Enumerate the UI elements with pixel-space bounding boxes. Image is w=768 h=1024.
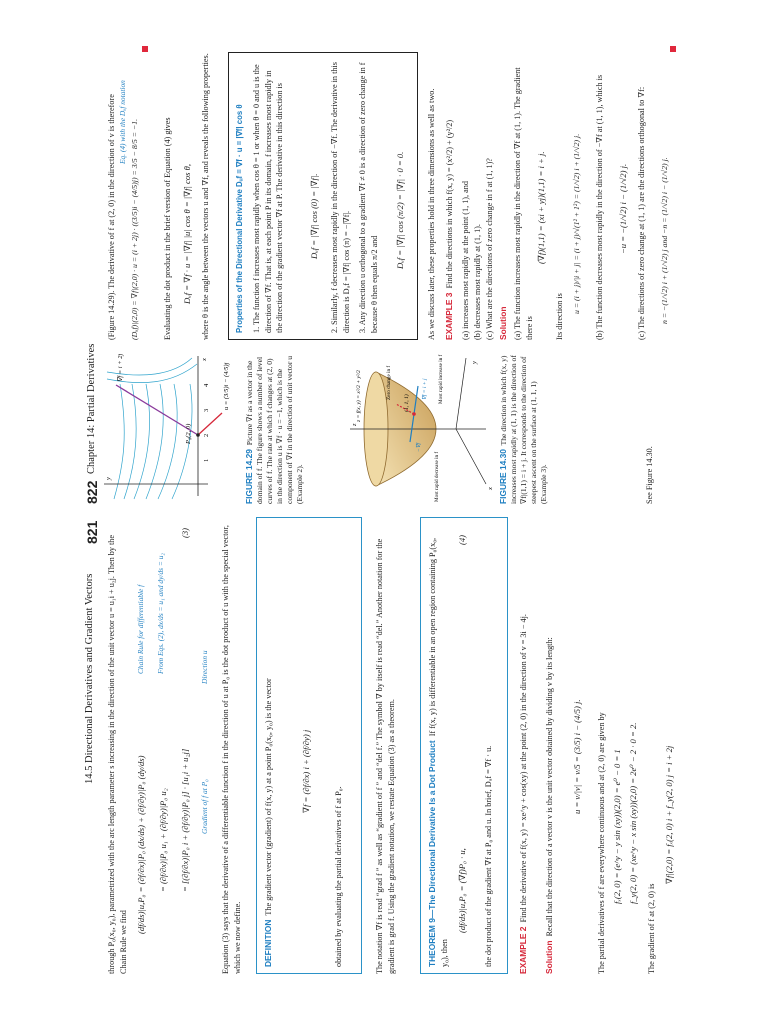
neg-grad-label: −∇f <box>416 442 422 452</box>
properties-title: Properties of the Directional Derivative Dᵤf = ∇f · u = |∇f| cos θ <box>235 104 244 333</box>
x-axis-label: x <box>487 487 494 490</box>
solution-b: (b) The function decreases most rapidly in the direction of −∇f at (1, 1), which is <box>595 74 604 340</box>
fy-eq: f_y(2, 0) = (xe^y − x sin (xy))(2,0) = 2e⁰ − 2 · 0 = 2. <box>628 722 638 904</box>
u-label: u = (3/5)i − (4/5)j <box>223 362 230 410</box>
end-marker-example3 <box>670 46 676 52</box>
property-3: 3. Any direction u orthogonal to a gradient ∇f ≠ 0 is a direction of zero change in f because θ then equals π/2 and <box>358 62 379 333</box>
gradient-eq: ∇f|(2,0) = fₓ(2, 0) i + f_y(2, 0) j = i + 2j <box>664 745 674 884</box>
running-head-text: Chapter 14: Partial Derivatives <box>86 343 97 474</box>
see-figure: See Figure 14.30. <box>645 446 654 504</box>
level-curve <box>158 384 177 499</box>
under-gradient: Gradient of f at P₀ <box>200 779 209 834</box>
surface-label: z = f(x, y) = x²/2 + y²/2 <box>356 370 362 422</box>
gradient-text: The gradient of f at (2, 0) is <box>647 883 656 974</box>
example2-label: EXAMPLE 2 <box>518 926 528 974</box>
example3-label: EXAMPLE 3 <box>444 292 454 340</box>
y-axis-label: y <box>105 477 112 480</box>
example2-continuation: (Figure 14.29). The derivative of f at (2, 0) in the direction of v is therefore <box>107 94 116 340</box>
point-p0 <box>196 433 200 437</box>
page-821 <box>84 514 684 974</box>
theorem-after: the dot product of the gradient ∇f at P₀ and u. In brief, Dᵤf = ∇f · u. <box>484 745 493 967</box>
example3-line <box>444 52 456 340</box>
theorem-text: If f(x, y) is differentiable in an open region containing P₀(x₀, y₀), then <box>428 537 449 967</box>
eq3-line1: (df/ds)|u,P₀ = (∂f/∂x)|P₀ (dx/ds) + (∂f/∂y)|P₀ (dy/ds) <box>136 755 146 934</box>
cos-eq: Dᵤf = ∇f · u = |∇f| |u| cos θ = |∇f| cos θ, <box>182 163 192 304</box>
x-tick-label: 1 <box>203 458 210 462</box>
page-number-822 <box>84 481 100 504</box>
fig29-caption <box>244 354 305 504</box>
eq3-line3: = [(∂f/∂x)|P₀ i + (∂f/∂y)|P₀ j] · [u₁i + u₂j] <box>180 748 190 892</box>
fig30-label: FIGURE 14.30 <box>498 449 508 504</box>
zero-change-label: Zero change in f <box>386 365 392 400</box>
x-axis <box>456 429 486 484</box>
property-3-eq: Dᵤf = |∇f| cos (π/2) = |∇f| · 0 = 0. <box>395 151 405 269</box>
running-head-text: 14.5 Directional Derivatives and Gradient Vectors <box>84 573 95 784</box>
level-curve <box>114 384 124 499</box>
y-axis-label: y <box>471 361 478 364</box>
definition-eq: ∇f = (∂f/∂x) i + (∂f/∂y) j <box>301 729 311 813</box>
x-axis-label: x <box>201 358 208 361</box>
most-rapid-increase-label: Most rapid increase in f <box>438 354 444 404</box>
p0-label: P₀(2, 0) <box>185 423 192 444</box>
point-label: (1, 1, 1) <box>404 394 410 412</box>
solution-a: (a) The function increases most rapidly in the direction of ∇f at (1, 1). The gradient there is <box>513 67 534 340</box>
solution-text: Recall that the direction of a vector v is the unit vector obtained by dividing v by its length: <box>545 637 554 937</box>
grad-label: ∇f = i + 2j <box>117 354 124 382</box>
eq3-number: (3) <box>180 527 190 538</box>
example3-text: Find the directions in which f(x, y) = (x²/2) + (y²/2) <box>445 119 454 289</box>
fig30-caption <box>498 354 549 504</box>
page-822 <box>84 50 684 504</box>
page-number-821 <box>84 521 100 544</box>
z-axis-label: z <box>351 423 358 426</box>
definition-text: The gradient vector (gradient) of f(x, y) at a point P₀(x₀, y₀) is the vector <box>264 678 273 916</box>
example3-solution-label: Solution <box>498 306 508 340</box>
solution-c: (c) The directions of zero change at (1, 1) are the directions orthogonal to ∇f: <box>637 86 646 340</box>
note-chain-rule: Chain Rule for differentiable f <box>136 584 145 674</box>
page-number: 822 <box>84 480 100 504</box>
under-direction: Direction u <box>200 650 209 684</box>
later-text: As we discuss later, these properties hold in three dimensions as well as two. <box>427 88 436 340</box>
example3-b: (b) decreases most rapidly at (1, 1). <box>473 224 482 340</box>
x-tick-label: 4 <box>203 383 210 387</box>
example2-text: Find the derivative of f(x, y) = xe^y + cos(xy) at the point (2, 0) in the direction of v = 3i − 4j. <box>519 614 528 923</box>
properties-box <box>228 52 418 340</box>
fig30-caption-text: The direction in which f(x, y) increases most rapidly at (1, 1) is the direction of ∇f|(1,1) = i + j. It corresponds to the direction of steepest ascent on the surface at (1, 1, 1) (Example 3). <box>499 355 548 504</box>
example3-a: (a) increases most rapidly at the point (1, 1), and <box>461 181 470 340</box>
x-tick-labels <box>203 383 210 462</box>
solution-label: Solution <box>544 940 554 974</box>
property-1-eq: Dᵤf = |∇f| cos (0) = |∇f|. <box>309 173 319 259</box>
level-curve <box>124 384 136 499</box>
y-axis <box>456 358 466 429</box>
grad-label: ∇f = i + j <box>422 378 428 400</box>
property-2: 2. Similarly, f decreases most rapidly in the direction of −∇f. The derivative in this direction is Dᵤf = |∇f| cos (π) = −|∇f|. <box>330 62 351 333</box>
notation-paragraph: The notation ∇f is read “grad f ” as well as “gradient of f ” and “del f.” The symbol ∇ by itself is read “del.” Another notation for the gradient is grad f. Using the gradient notation, we restate Equation (3) as a theorem. <box>375 538 396 974</box>
fig29-label: FIGURE 14.29 <box>244 449 254 504</box>
solution-b-eq: −u = −(1/√2) i − (1/√2) j. <box>618 163 628 254</box>
theorem-title: THEOREM 9—The Directional Derivative Is a Dot Product <box>427 740 437 967</box>
example2-line <box>518 519 530 974</box>
textbook-spread <box>84 50 684 974</box>
point-111 <box>412 412 416 416</box>
definition-after: obtained by evaluating the partial derivatives of f at P₀. <box>334 786 343 967</box>
solution-a-u: u = (i + j)/|i + j| = (i + j)/√(1² + 1²) = (1/√2) i + (1/√2) j. <box>572 133 581 314</box>
theorem-line <box>427 527 450 967</box>
definition-label: DEFINITION <box>263 919 273 967</box>
solution-line <box>544 519 556 974</box>
solution-c-eq: n = −(1/√2) i + (1/√2) j and −n = (1/√2) i − (1/√2) j. <box>660 157 669 324</box>
eq3-line2: = (∂f/∂x)|P₀ u₁ + (∂f/∂y)|P₀ u₂ <box>158 788 168 892</box>
definition-box <box>256 517 362 974</box>
intro-paragraph: through P₀(x₀, y₀), parametrized with the arc length parameter s increasing in the direction of the unit vector u = u₁i + u₂j. Then by the Chain Rule we find <box>107 535 128 974</box>
u-eq: u = v/|v| = v/5 = (3/5) i − (4/5) j. <box>572 699 582 814</box>
theorem-eq-number: (4) <box>457 534 467 545</box>
theorem-box <box>420 517 508 974</box>
cos-after: where θ is the angle between the vectors u and ∇f, and reveals the following properties. <box>201 53 210 340</box>
x-tick-label: 2 <box>203 433 210 437</box>
property-1: 1. The function f increases most rapidly when cos θ = 1 or when θ = 0 and u is the direction of ∇f. That is, at each point P in its domain, f increases most rapidly in the direction of the gradient vector ∇f at P. The derivative in this direction is <box>252 64 284 333</box>
dirderiv-note: Eq. (4) with the Dᵤf notation <box>118 80 127 164</box>
x-tick-label: 3 <box>203 408 210 412</box>
solution-a-direction: Its direction is <box>555 293 564 340</box>
page-number: 821 <box>84 520 100 544</box>
fx-eq: fₓ(2, 0) = (e^y − y sin (xy))(2,0) = e⁰ − 0 = 1 <box>612 749 622 904</box>
partials-text: The partial derivatives of f are everywhere continuous and at (2, 0) are given by <box>597 712 606 974</box>
note-from-eqs: From Eqs. (2), dx/ds = u₁ and dy/ds = u₂ <box>156 553 165 674</box>
eq3-says: Equation (3) says that the derivative of a differentiable function f in the direction of u at P₀ is the dot product of u with the special vector, which we now define. <box>221 525 242 974</box>
fig29-caption-text: Picture ∇f as a vector in the domain of f. The figure shows a number of level curves of f. The rate at which f changes at (2, 0) in the direction u is ∇f · u = −1, which is the component of ∇f in the direction of unit vector u (Example 2). <box>245 355 304 504</box>
solution-a-eq: (∇f)(1,1) = (xi + yj)(1,1) = i + j. <box>536 151 546 264</box>
running-head-821 <box>84 574 95 784</box>
dirderiv-eq: (Dᵤf)|(2,0) = ∇f|(2,0) · u = (i + 2j) · ((3/5)i − (4/5)j) = 3/5 − 8/5 = −1. <box>130 118 139 340</box>
unit-vector-arrow <box>198 413 222 435</box>
running-head-822 <box>86 344 97 474</box>
most-rapid-decrease-label: Most rapid decrease in f <box>434 451 440 502</box>
end-marker-example2 <box>142 46 148 52</box>
definition-line <box>263 527 275 967</box>
dot-text: Evaluating the dot product in the brief version of Equation (4) gives <box>163 117 172 340</box>
figure-14-29 <box>102 354 242 504</box>
theorem-eq: (df/ds)|u,P₀ = (∇f)P₀ · u, <box>457 848 467 933</box>
example3-c: (c) What are the directions of zero change in f at (1, 1)? <box>485 158 494 340</box>
figure-14-30 <box>346 354 496 504</box>
